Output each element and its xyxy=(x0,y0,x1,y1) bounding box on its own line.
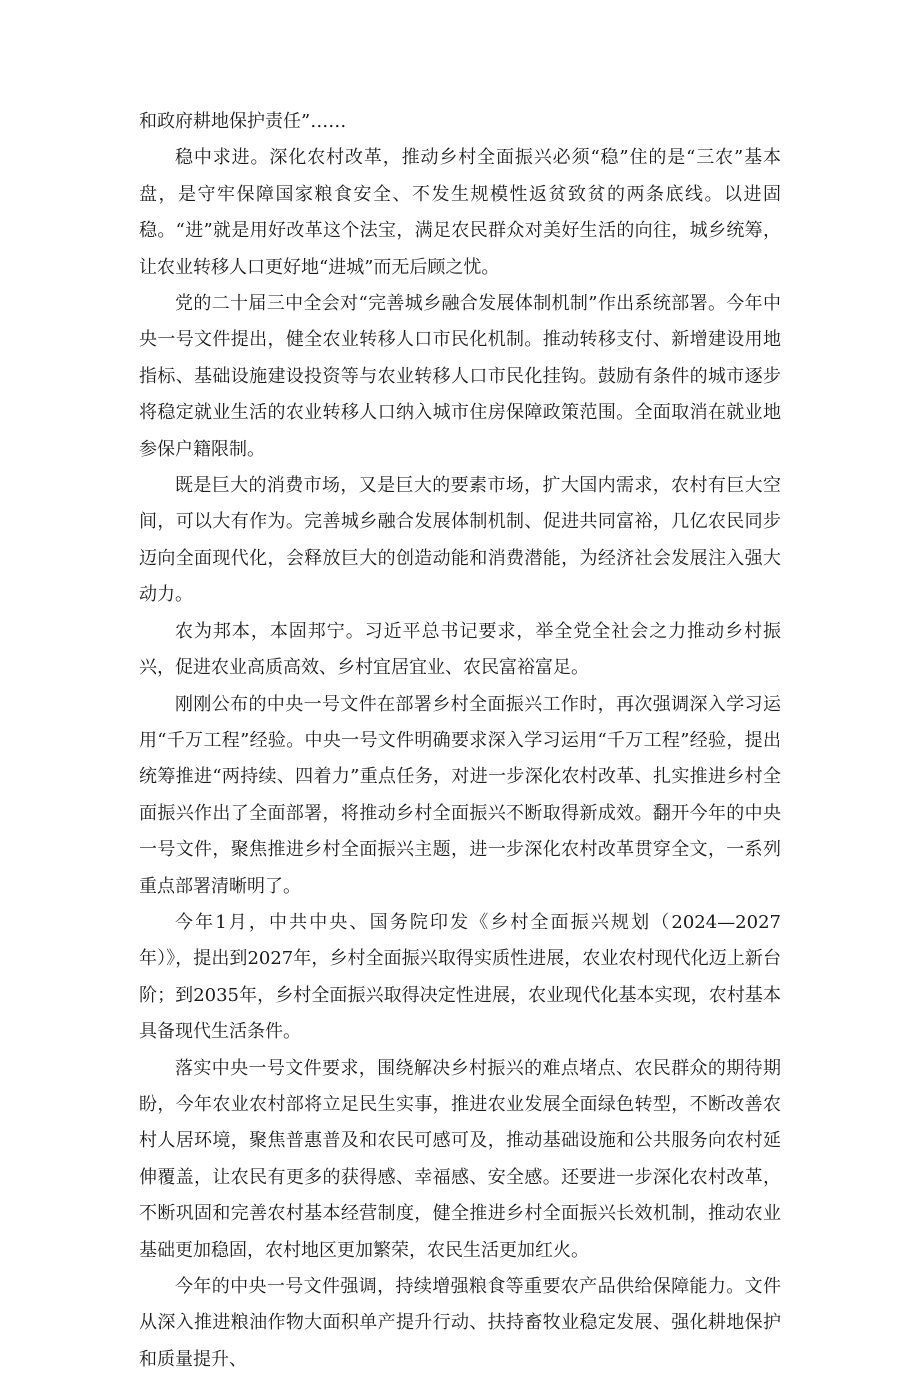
paragraph: 刚刚公布的中央一号文件在部署乡村全面振兴工作时，再次强调深入学习运用“千万工程”经验。中央一号文件明确要求深入学习运用“千万工程”经验，提出统筹推进“两持续、四着力”重点任务，对进一步深化农村改革、扎实推进乡村全面振兴作出了全面部署，将推动乡村全面振兴不断取得新成效。翻开今年的中央一号文件，聚焦推进乡村全面振兴主题，进一步深化农村改革贯穿全文，一系列重点部署清晰明了。 xyxy=(139,693,781,897)
paragraph-continuation: 和政府耕地保护责任”…… xyxy=(139,111,347,132)
paragraph: 落实中央一号文件要求，围绕解决乡村振兴的难点堵点、农民群众的期待期盼，今年农业农村部将立足民生实事，推进农业发展全面绿色转型，不断改善农村人居环境，聚焦普惠普及和农民可感可及，推动基础设施和公共服务向农村延伸覆盖，让农民有更多的获得感、幸福感、安全感。还要进一步深化农村改革，不断巩固和完善农村基本经营制度，健全推进乡村全面振兴长效机制，推动农业基础更加稳固，农村地区更加繁荣，农民生活更加红火。 xyxy=(139,1057,781,1261)
paragraph: 党的二十届三中全会对“完善城乡融合发展体制机制”作出系统部署。今年中央一号文件提出，健全农业转移人口市民化机制。推动转移支付、新增建设用地指标、基础设施建设投资等与农业转移人口市民化挂钩。鼓励有条件的城市逐步将稳定就业生活的农业转移人口纳入城市住房保障政策范围。全面取消在就业地参保户籍限制。 xyxy=(139,293,781,460)
paragraph: 今年的中央一号文件强调，持续增强粮食等重要农产品供给保障能力。文件从深入推进粮油作物大面积单产提升行动、扶持畜牧业稳定发展、强化耕地保护和质量提升、 xyxy=(139,1276,781,1370)
paragraph: 今年1月，中共中央、国务院印发《乡村全面振兴规划（2024—2027年）》，提出到2027年，乡村全面振兴取得实质性进展，农业农村现代化迈上新台阶；到2035年，乡村全面振兴取得决定性进展，农业现代化基本实现，农村基本具备现代生活条件。 xyxy=(139,911,781,1043)
paragraph: 农为邦本，本固邦宁。习近平总书记要求，举全党全社会之力推动乡村振兴，促进农业高质高效、乡村宜居宜业、农民富裕富足。 xyxy=(139,620,781,679)
paragraph: 既是巨大的消费市场，又是巨大的要素市场，扩大国内需求，农村有巨大空间，可以大有作为。完善城乡融合发展体制机制、促进共同富裕，几亿农民同步迈向全面现代化，会释放巨大的创造动能和消费潜能，为经济社会发展注入强大动力。 xyxy=(139,475,781,606)
paragraph: 稳中求进。深化农村改革，推动乡村全面振兴必须“稳”住的是“三农”基本盘，是守牢保障国家粮食安全、不发生规模性返贫致贫的两条底线。以进固稳。“进”就是用好改革这个法宝，满足农民群众对美好生活的向往，城乡统筹，让农业转移人口更好地“进城”而无后顾之忧。 xyxy=(139,147,781,278)
document-body xyxy=(139,104,781,1378)
